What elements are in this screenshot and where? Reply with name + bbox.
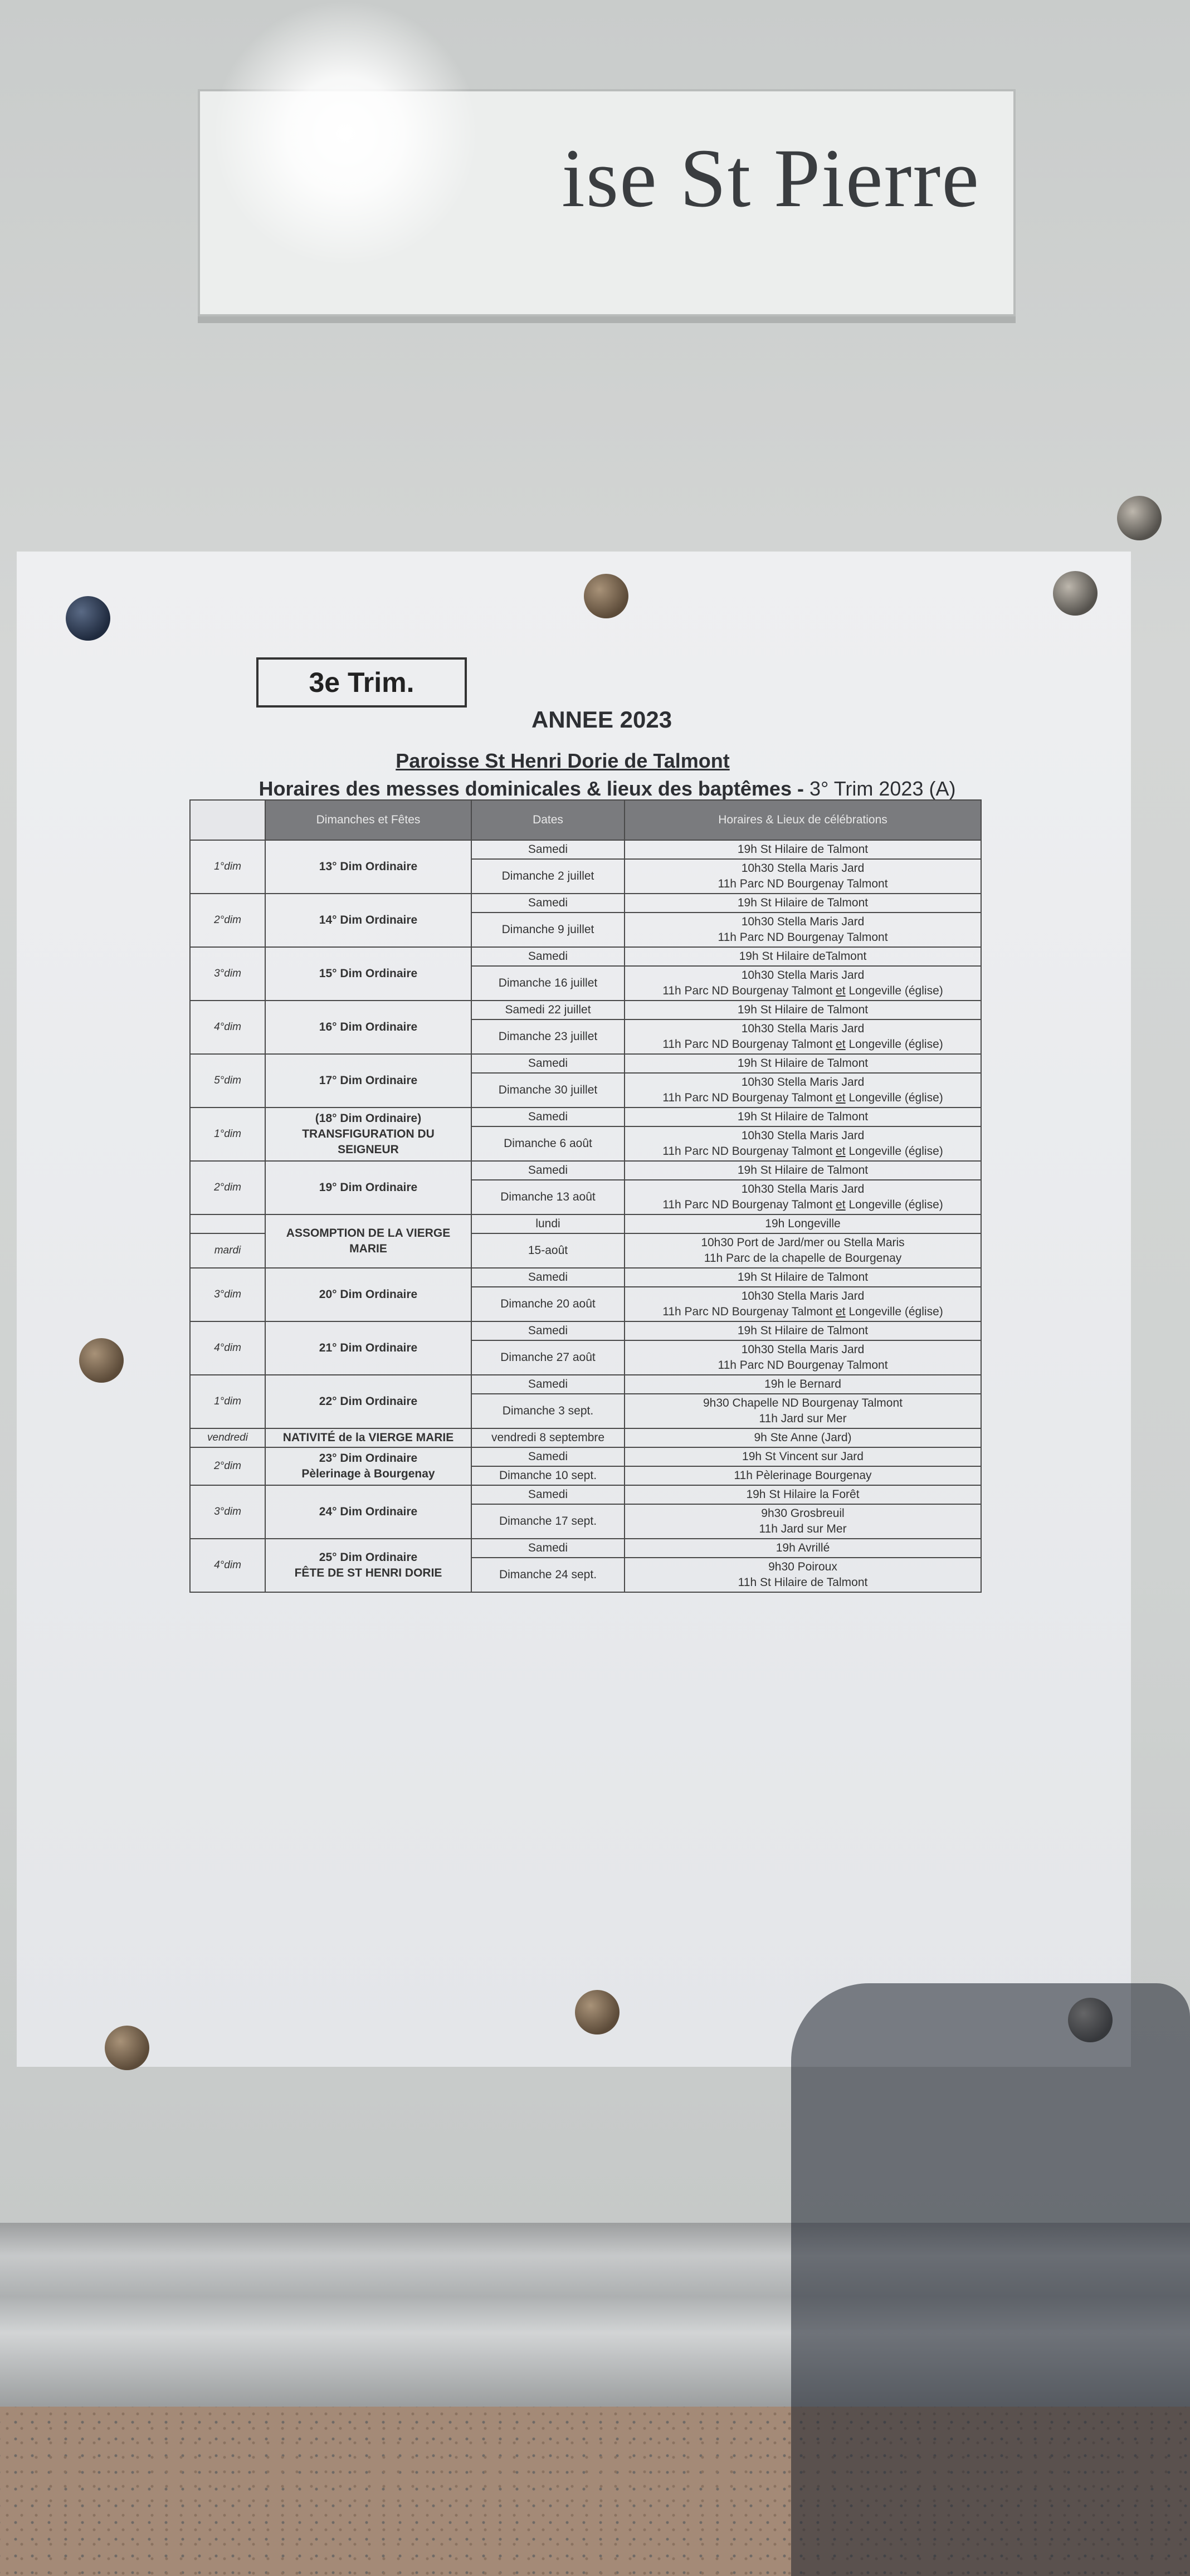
trimester-label: 3e Trim.	[256, 657, 467, 708]
week-cell: 4°dim	[190, 1539, 265, 1592]
pin-bottom-center	[575, 1990, 620, 2035]
celebration-cell: 15° Dim Ordinaire	[265, 947, 471, 1001]
date-cell: Dimanche 6 août	[471, 1126, 625, 1161]
week-cell: 1°dim	[190, 1108, 265, 1161]
year-title: ANNEE 2023	[531, 706, 672, 733]
location-cell: 19h St Hilaire de Talmont	[625, 1001, 981, 1019]
header-dates: Dates	[471, 800, 625, 840]
location-cell: 19h St Vincent sur Jard	[625, 1447, 981, 1466]
pin-left-middle	[79, 1338, 124, 1383]
week-cell: 3°dim	[190, 1485, 265, 1539]
schedule-subtitle-trim: 3° Trim 2023 (A)	[809, 777, 956, 800]
date-cell: Samedi	[471, 894, 625, 913]
date-cell: Dimanche 9 juillet	[471, 913, 625, 947]
table-row	[190, 1214, 981, 1233]
date-cell: Samedi	[471, 840, 625, 859]
celebration-cell: 17° Dim Ordinaire	[265, 1054, 471, 1108]
location-cell: 19h St Hilaire de Talmont	[625, 1161, 981, 1180]
date-cell: Samedi	[471, 1447, 625, 1466]
week-cell: 4°dim	[190, 1321, 265, 1375]
week-cell: vendredi	[190, 1428, 265, 1447]
table-row	[190, 1268, 981, 1287]
table-row	[190, 1485, 981, 1504]
date-cell: Samedi	[471, 1321, 625, 1340]
pin-bottom-left	[105, 2026, 149, 2070]
week-cell: 5°dim	[190, 1054, 265, 1108]
location-cell: 10h30 Stella Maris Jard 11h Parc ND Bourgenay Talmont et Longeville (église)	[625, 1019, 981, 1054]
location-cell: 19h Longeville	[625, 1214, 981, 1233]
week-cell: mardi	[190, 1233, 265, 1268]
week-cell: 4°dim	[190, 1001, 265, 1054]
table-header-row	[190, 800, 981, 840]
schedule-table	[189, 799, 982, 1593]
location-cell: 10h30 Stella Maris Jard 11h Parc ND Bourgenay Talmont et Longeville (église)	[625, 1073, 981, 1108]
celebration-cell: ASSOMPTION DE LA VIERGE MARIE	[265, 1214, 471, 1268]
header-horaires: Horaires & Lieux de célébrations	[625, 800, 981, 840]
location-cell: 10h30 Stella Maris Jard 11h Parc ND Bourgenay Talmont	[625, 859, 981, 894]
pin-top-right	[1053, 571, 1098, 616]
week-cell: 3°dim	[190, 947, 265, 1001]
location-cell: 10h30 Port de Jard/mer ou Stella Maris 11h Parc de la chapelle de Bourgenay	[625, 1233, 981, 1268]
date-cell: Dimanche 10 sept.	[471, 1466, 625, 1485]
date-cell: Samedi	[471, 1375, 625, 1394]
location-cell: 19h St Hilaire la Forêt	[625, 1485, 981, 1504]
location-cell: 10h30 Stella Maris Jard 11h Parc ND Bourgenay Talmont et Longeville (église)	[625, 1287, 981, 1321]
location-cell: 9h30 Poiroux 11h St Hilaire de Talmont	[625, 1558, 981, 1592]
location-cell: 11h Pèlerinage Bourgenay	[625, 1466, 981, 1485]
celebration-cell: 25° Dim Ordinaire FÊTE DE ST HENRI DORIE	[265, 1539, 471, 1592]
date-cell: 15-août	[471, 1233, 625, 1268]
date-cell: Dimanche 30 juillet	[471, 1073, 625, 1108]
location-cell: 10h30 Stella Maris Jard 11h Parc ND Bourgenay Talmont	[625, 913, 981, 947]
location-cell: 19h le Bernard	[625, 1375, 981, 1394]
date-cell: Samedi	[471, 1485, 625, 1504]
location-cell: 19h St Hilaire de Talmont	[625, 894, 981, 913]
celebration-cell: 13° Dim Ordinaire	[265, 840, 471, 894]
header-dimanches: Dimanches et Fêtes	[265, 800, 471, 840]
table-row	[190, 1001, 981, 1019]
date-cell: Dimanche 23 juillet	[471, 1019, 625, 1054]
date-cell: vendredi 8 septembre	[471, 1428, 625, 1447]
celebration-cell: 21° Dim Ordinaire	[265, 1321, 471, 1375]
date-cell: Samedi	[471, 1054, 625, 1073]
location-cell: 10h30 Stella Maris Jard 11h Parc ND Bourgenay Talmont	[625, 1340, 981, 1375]
location-cell: 19h St Hilaire de Talmont	[625, 1321, 981, 1340]
date-cell: Dimanche 20 août	[471, 1287, 625, 1321]
celebration-cell: 20° Dim Ordinaire	[265, 1268, 471, 1321]
date-cell: Samedi 22 juillet	[471, 1001, 625, 1019]
week-cell: 2°dim	[190, 894, 265, 947]
table-row	[190, 1108, 981, 1126]
table-row	[190, 1447, 981, 1466]
location-cell: 9h Ste Anne (Jard)	[625, 1428, 981, 1447]
week-cell: 3°dim	[190, 1268, 265, 1321]
church-sign-text: ise St Pierre	[562, 132, 980, 225]
table-row	[190, 1161, 981, 1180]
date-cell: Dimanche 2 juillet	[471, 859, 625, 894]
location-cell: 19h St Hilaire de Talmont	[625, 1108, 981, 1126]
location-cell: 19h Avrillé	[625, 1539, 981, 1558]
celebration-cell: 24° Dim Ordinaire	[265, 1485, 471, 1539]
date-cell: lundi	[471, 1214, 625, 1233]
location-cell: 9h30 Chapelle ND Bourgenay Talmont 11h Jard sur Mer	[625, 1394, 981, 1428]
date-cell: Dimanche 17 sept.	[471, 1504, 625, 1539]
week-cell: 2°dim	[190, 1447, 265, 1485]
date-cell: Dimanche 16 juillet	[471, 966, 625, 1001]
date-cell: Samedi	[471, 1268, 625, 1287]
date-cell: Samedi	[471, 947, 625, 966]
celebration-cell: NATIVITÉ de la VIERGE MARIE	[265, 1428, 471, 1447]
celebration-cell: 16° Dim Ordinaire	[265, 1001, 471, 1054]
table-row	[190, 1539, 981, 1558]
schedule-subtitle	[245, 777, 969, 801]
table-row	[190, 1321, 981, 1340]
location-cell: 19h St Hilaire deTalmont	[625, 947, 981, 966]
pin-board-top-right	[1117, 496, 1162, 540]
location-cell: 9h30 Grosbreuil 11h Jard sur Mer	[625, 1504, 981, 1539]
week-cell: 1°dim	[190, 1375, 265, 1428]
photographer-shadow	[791, 1983, 1190, 2576]
date-cell: Dimanche 24 sept.	[471, 1558, 625, 1592]
location-cell: 19h St Hilaire de Talmont	[625, 840, 981, 859]
celebration-cell: 14° Dim Ordinaire	[265, 894, 471, 947]
week-cell: 1°dim	[190, 840, 265, 894]
table-row	[190, 894, 981, 913]
pin-top-center	[584, 574, 628, 618]
celebration-cell: 19° Dim Ordinaire	[265, 1161, 471, 1214]
week-cell	[190, 1214, 265, 1233]
table-row	[190, 1054, 981, 1073]
celebration-cell: (18° Dim Ordinaire) TRANSFIGURATION DU SEIGNEUR	[265, 1108, 471, 1161]
table-row	[190, 1428, 981, 1447]
location-cell: 10h30 Stella Maris Jard 11h Parc ND Bourgenay Talmont et Longeville (église)	[625, 1126, 981, 1161]
date-cell: Dimanche 13 août	[471, 1180, 625, 1214]
date-cell: Samedi	[471, 1108, 625, 1126]
table-row	[190, 1375, 981, 1394]
schedule-table-body	[190, 840, 981, 1592]
table-row	[190, 947, 981, 966]
location-cell: 19h St Hilaire de Talmont	[625, 1054, 981, 1073]
week-cell: 2°dim	[190, 1161, 265, 1214]
location-cell: 19h St Hilaire de Talmont	[625, 1268, 981, 1287]
date-cell: Samedi	[471, 1539, 625, 1558]
sun-glare	[212, 0, 479, 267]
celebration-cell: 23° Dim Ordinaire Pèlerinage à Bourgenay	[265, 1447, 471, 1485]
date-cell: Dimanche 3 sept.	[471, 1394, 625, 1428]
schedule-subtitle-main: Horaires des messes dominicales & lieux des baptêmes -	[259, 777, 804, 800]
parish-name: Paroisse St Henri Dorie de Talmont	[396, 749, 730, 772]
table-row	[190, 840, 981, 859]
header-week	[190, 800, 265, 840]
location-cell: 10h30 Stella Maris Jard 11h Parc ND Bourgenay Talmont et Longeville (église)	[625, 1180, 981, 1214]
date-cell: Samedi	[471, 1161, 625, 1180]
date-cell: Dimanche 27 août	[471, 1340, 625, 1375]
location-cell: 10h30 Stella Maris Jard 11h Parc ND Bourgenay Talmont et Longeville (église)	[625, 966, 981, 1001]
celebration-cell: 22° Dim Ordinaire	[265, 1375, 471, 1428]
pin-top-left	[66, 596, 110, 641]
